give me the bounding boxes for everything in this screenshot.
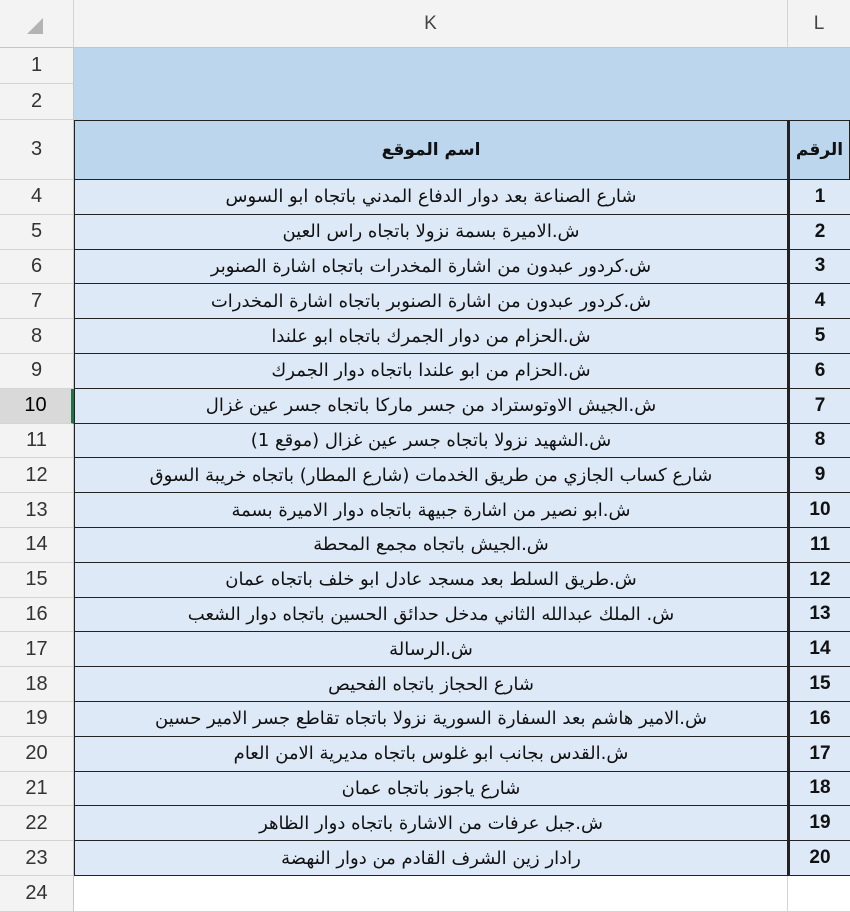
select-all-button[interactable] bbox=[0, 0, 74, 48]
number-cell[interactable]: 13 bbox=[788, 598, 850, 633]
number-cell[interactable]: 11 bbox=[788, 528, 850, 563]
row-header-24[interactable]: 24 bbox=[0, 876, 74, 912]
location-cell[interactable]: ش.الرسالة bbox=[74, 632, 788, 667]
number-cell[interactable]: 5 bbox=[788, 319, 850, 354]
number-cell[interactable]: 10 bbox=[788, 493, 850, 528]
location-cell[interactable]: ش.ابو نصير من اشارة جبيهة باتجاه دوار الاميرة بسمة bbox=[74, 493, 788, 528]
number-cell[interactable]: 18 bbox=[788, 772, 850, 807]
location-cell[interactable]: ش.الحزام من دوار الجمرك باتجاه ابو علندا bbox=[74, 319, 788, 354]
number-cell[interactable]: 14 bbox=[788, 632, 850, 667]
location-cell[interactable]: ش.الامير هاشم بعد السفارة السورية نزولا باتجاه تقاطع جسر الامير حسين bbox=[74, 702, 788, 737]
number-header-cell[interactable]: الرقم bbox=[788, 120, 850, 180]
location-cell[interactable]: رادار زين الشرف القادم من دوار النهضة bbox=[74, 841, 788, 876]
empty-cell-k24[interactable] bbox=[74, 876, 788, 912]
number-cell[interactable]: 12 bbox=[788, 563, 850, 598]
location-cell[interactable]: ش.كردور عبدون من اشارة المخدرات باتجاه اشارة الصنوبر bbox=[74, 250, 788, 285]
row-header-17[interactable]: 17 bbox=[0, 632, 74, 667]
location-cell[interactable]: ش.جبل عرفات من الاشارة باتجاه دوار الظاهر bbox=[74, 806, 788, 841]
column-header-k[interactable]: K bbox=[74, 0, 788, 48]
number-cell[interactable]: 17 bbox=[788, 737, 850, 772]
number-cell[interactable]: 1 bbox=[788, 180, 850, 215]
location-cell[interactable]: ش.طريق السلط بعد مسجد عادل ابو خلف باتجاه عمان bbox=[74, 563, 788, 598]
location-cell[interactable]: ش.الاميرة بسمة نزولا باتجاه راس العين bbox=[74, 215, 788, 250]
number-cell[interactable]: 20 bbox=[788, 841, 850, 876]
empty-cell-l24[interactable] bbox=[788, 876, 850, 912]
row-header-11[interactable]: 11 bbox=[0, 424, 74, 459]
row-header-3[interactable]: 3 bbox=[0, 120, 74, 180]
location-cell[interactable]: ش.الحزام من ابو علندا باتجاه دوار الجمرك bbox=[74, 354, 788, 389]
location-cell[interactable]: ش. الملك عبدالله الثاني مدخل حدائق الحسين باتجاه دوار الشعب bbox=[74, 598, 788, 633]
number-cell[interactable]: 7 bbox=[788, 389, 850, 424]
row-header-14[interactable]: 14 bbox=[0, 528, 74, 563]
location-cell[interactable]: ش.الجيش الاوتوستراد من جسر ماركا باتجاه جسر عين غزال bbox=[74, 389, 788, 424]
location-cell[interactable]: شارع الحجاز باتجاه الفحيص bbox=[74, 667, 788, 702]
number-cell[interactable]: 2 bbox=[788, 215, 850, 250]
location-cell[interactable]: ش.كردور عبدون من اشارة الصنوبر باتجاه اشارة المخدرات bbox=[74, 284, 788, 319]
location-cell[interactable]: ش.الجيش باتجاه مجمع المحطة bbox=[74, 528, 788, 563]
row-header-18[interactable]: 18 bbox=[0, 667, 74, 702]
number-cell[interactable]: 8 bbox=[788, 424, 850, 459]
row-header-13[interactable]: 13 bbox=[0, 493, 74, 528]
row-header-19[interactable]: 19 bbox=[0, 702, 74, 737]
number-cell[interactable]: 4 bbox=[788, 284, 850, 319]
row-header-22[interactable]: 22 bbox=[0, 806, 74, 841]
row-header-2[interactable]: 2 bbox=[0, 84, 74, 120]
row-header-16[interactable]: 16 bbox=[0, 598, 74, 633]
row-header-4[interactable]: 4 bbox=[0, 180, 74, 215]
title-band-cell[interactable] bbox=[74, 48, 850, 120]
location-cell[interactable]: شارع ياجوز باتجاه عمان bbox=[74, 772, 788, 807]
row-header-20[interactable]: 20 bbox=[0, 737, 74, 772]
number-cell[interactable]: 3 bbox=[788, 250, 850, 285]
row-header-7[interactable]: 7 bbox=[0, 284, 74, 319]
row-header-23[interactable]: 23 bbox=[0, 841, 74, 876]
location-cell[interactable]: ش.الشهيد نزولا باتجاه جسر عين غزال (موقع 1) bbox=[74, 424, 788, 459]
column-header-l[interactable]: L bbox=[788, 0, 850, 48]
location-header-cell[interactable]: اسم الموقع bbox=[74, 120, 788, 180]
location-cell[interactable]: شارع كساب الجازي من طريق الخدمات (شارع المطار) باتجاه خريبة السوق bbox=[74, 458, 788, 493]
row-header-10[interactable]: 10 bbox=[0, 389, 74, 424]
row-header-12[interactable]: 12 bbox=[0, 458, 74, 493]
location-cell[interactable]: ش.القدس بجانب ابو غلوس باتجاه مديرية الامن العام bbox=[74, 737, 788, 772]
number-cell[interactable]: 15 bbox=[788, 667, 850, 702]
row-header-8[interactable]: 8 bbox=[0, 319, 74, 354]
number-cell[interactable]: 19 bbox=[788, 806, 850, 841]
row-header-15[interactable]: 15 bbox=[0, 563, 74, 598]
number-cell[interactable]: 6 bbox=[788, 354, 850, 389]
location-cell[interactable]: شارع الصناعة بعد دوار الدفاع المدني باتجاه ابو السوس bbox=[74, 180, 788, 215]
row-header-5[interactable]: 5 bbox=[0, 215, 74, 250]
select-all-triangle-icon bbox=[27, 18, 43, 34]
row-header-1[interactable]: 1 bbox=[0, 48, 74, 84]
number-cell[interactable]: 9 bbox=[788, 458, 850, 493]
row-header-21[interactable]: 21 bbox=[0, 772, 74, 807]
row-header-6[interactable]: 6 bbox=[0, 250, 74, 285]
row-header-9[interactable]: 9 bbox=[0, 354, 74, 389]
number-cell[interactable]: 16 bbox=[788, 702, 850, 737]
